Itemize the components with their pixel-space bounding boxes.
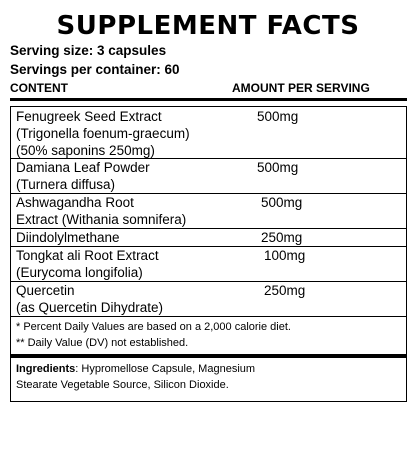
ingredient-detail: (as Quercetin Dihydrate)	[16, 300, 164, 315]
ingredients-text: : Hypromellose Capsule, Magnesium	[75, 363, 256, 375]
ingredient-row-ashwagandha	[11, 194, 406, 229]
ingredient-amount: 500mg	[261, 195, 303, 210]
footnotes-box	[10, 317, 407, 355]
footnote-daily-values: * Percent Daily Values are based on a 2,000 calorie diet.	[16, 321, 291, 333]
ingredient-amount: 500mg	[257, 109, 299, 124]
column-header-amount: AMOUNT PER SERVING	[232, 81, 370, 95]
ingredient-row-quercetin	[11, 282, 406, 317]
ingredients-label: Ingredients	[16, 363, 76, 375]
ingredient-row-tongkat-ali	[11, 247, 406, 282]
ingredient-row-damiana	[11, 159, 406, 194]
column-header-content: CONTENT	[10, 81, 68, 95]
ingredient-detail: (Trigonella foenum-graecum)	[16, 126, 190, 141]
ingredient-detail: (Eurycoma longifolia)	[16, 265, 143, 280]
footnote-dv-not-established: ** Daily Value (DV) not established.	[16, 337, 189, 349]
ingredients-box	[10, 358, 407, 402]
servings-per-container: Servings per container: 60	[10, 62, 180, 77]
page-title: SUPPLEMENT FACTS	[56, 11, 360, 41]
serving-size: Serving size: 3 capsules	[10, 43, 167, 58]
ingredient-name: Tongkat ali Root Extract	[16, 248, 159, 263]
ingredient-row-diindolylmethane	[11, 229, 406, 247]
ingredient-name: Quercetin	[16, 283, 75, 298]
ingredient-amount: 100mg	[264, 248, 306, 263]
ingredient-amount: 250mg	[264, 283, 306, 298]
ingredient-amount: 500mg	[257, 160, 299, 175]
ingredient-name: Damiana Leaf Powder	[16, 160, 150, 175]
supplement-facts-table	[10, 106, 407, 317]
ingredient-detail: (50% saponins 250mg)	[16, 143, 155, 158]
ingredient-amount: 250mg	[261, 230, 303, 245]
ingredient-row-fenugreek	[11, 107, 406, 159]
ingredient-detail: Extract (Withania somnifera)	[16, 212, 187, 227]
ingredients-text-continued: Stearate Vegetable Source, Silicon Dioxide.	[16, 379, 229, 391]
ingredient-name: Fenugreek Seed Extract	[16, 109, 162, 124]
ingredients-line	[16, 362, 255, 377]
ingredient-name: Diindolylmethane	[16, 230, 120, 245]
ingredient-name: Ashwagandha Root	[16, 195, 134, 210]
header-divider	[10, 98, 407, 101]
ingredient-detail: (Turnera diffusa)	[16, 177, 116, 192]
